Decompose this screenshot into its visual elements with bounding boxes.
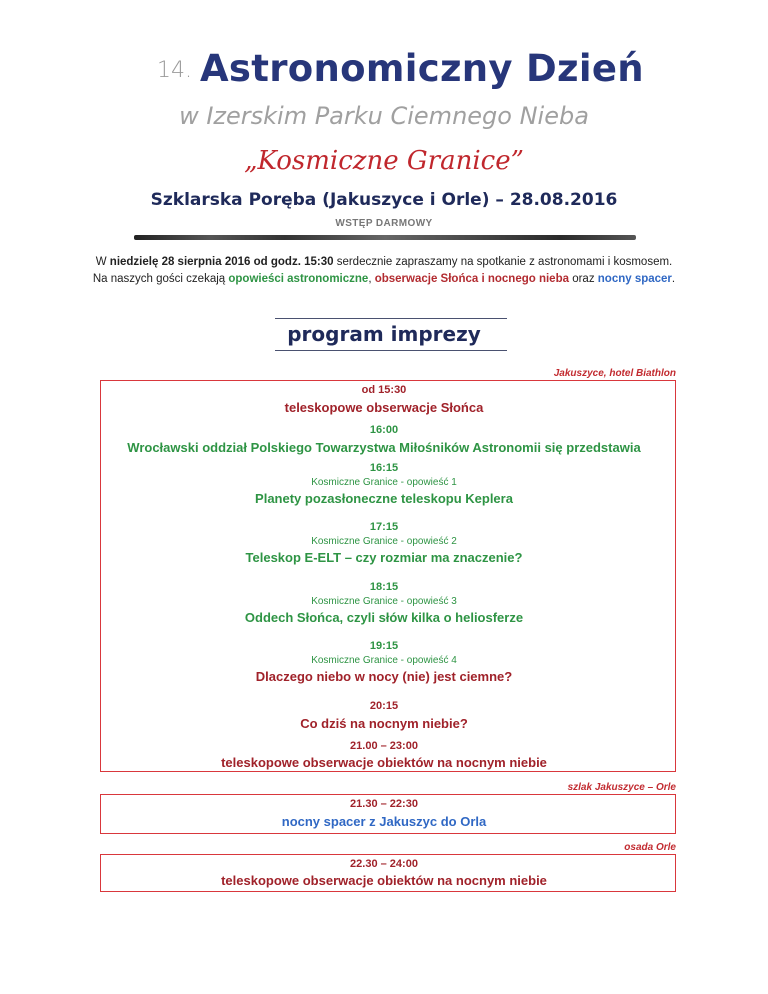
section-location-1: Jakuszyce, hotel Biathlon (553, 368, 676, 379)
intro-text: . (671, 273, 676, 285)
event-time: 16:15 (369, 462, 399, 474)
intro-text: serdecznie zapraszamy na spotkanie z astronomami i kosmosem. (333, 256, 673, 268)
place-date: Szklarska Poręba (Jakuszyce i Orle) – 28.08.2016 (150, 190, 618, 210)
story-label: Kosmiczne Granice - opowieść 2 (311, 536, 457, 547)
story-label: Kosmiczne Granice - opowieść 1 (311, 477, 457, 488)
event-time: 20:15 (369, 700, 399, 712)
story-label: Kosmiczne Granice - opowieść 4 (311, 655, 457, 666)
event-title: Dlaczego niebo w nocy (nie) jest ciemne? (255, 669, 513, 684)
event-time: 16:00 (369, 424, 399, 436)
event-title: Co dziś na nocnym niebie? (300, 716, 468, 731)
edition-number: 14. (157, 58, 192, 83)
event-title: Oddech Słońca, czyli słów kilka o heliosferze (244, 610, 524, 625)
starfield-divider (134, 235, 636, 240)
event-motto: „Kosmiczne Granice” (244, 146, 524, 176)
section-box-1 (100, 380, 676, 772)
event-time: 22.30 – 24:00 (350, 858, 418, 870)
intro-text: W (95, 256, 110, 268)
event-time: od 15:30 (361, 384, 407, 396)
section-location-2: szlak Jakuszyce – Orle (567, 782, 676, 793)
event-title: nocny spacer z Jakuszyc do Orla (281, 814, 487, 829)
intro-line-2 (0, 271, 768, 287)
free-entry-label: WSTĘP DARMOWY (335, 218, 433, 229)
event-title: Planety pozasłoneczne teleskopu Keplera (255, 491, 513, 506)
event-title: teleskopowe obserwacje obiektów na nocnym niebie (221, 755, 547, 770)
event-title: Wrocławski oddział Polskiego Towarzystwa Miłośników Astronomii się przedstawia (127, 440, 641, 455)
event-title: Teleskop E-ELT – czy rozmiar ma znaczenie? (245, 550, 523, 565)
title-rule-top (275, 318, 507, 319)
section-location-3: osada Orle (624, 842, 676, 853)
intro-text: oraz (569, 273, 598, 285)
page-title: Astronomiczny Dzień (200, 47, 644, 90)
title-rule-bottom (275, 350, 507, 351)
intro-observations: obserwacje Słońca i nocnego nieba (374, 273, 569, 285)
event-time: 21.30 – 22:30 (350, 798, 418, 810)
intro-date: niedzielę 28 sierpnia 2016 od godz. 15:30 (109, 256, 334, 268)
intro-walk: nocny spacer (597, 273, 672, 285)
intro-text: Na naszych gości czekają (92, 273, 229, 285)
event-title: teleskopowe obserwacje obiektów na nocnym niebie (221, 873, 547, 888)
story-label: Kosmiczne Granice - opowieść 3 (311, 596, 457, 607)
intro-stories: opowieści astronomiczne (228, 273, 369, 285)
event-time: 18:15 (369, 581, 399, 593)
program-title: program imprezy (287, 322, 481, 346)
intro-text: , (368, 273, 375, 285)
page-subtitle: w Izerskim Parku Ciemnego Nieba (179, 102, 589, 130)
event-title: teleskopowe obserwacje Słońca (284, 400, 484, 415)
event-time: 17:15 (369, 521, 399, 533)
event-time: 19:15 (369, 640, 399, 652)
intro-line-1 (0, 254, 768, 270)
event-time: 21.00 – 23:00 (350, 740, 418, 752)
